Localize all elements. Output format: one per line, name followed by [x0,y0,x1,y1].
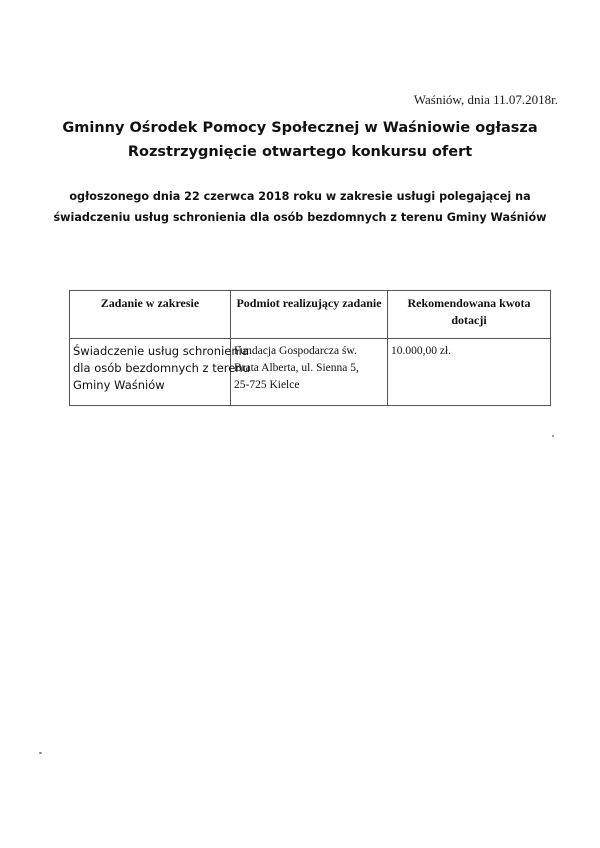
header-amount-line-2: dotacji [451,313,487,327]
title-line-1: Gminny Ośrodek Pomocy Społecznej w Waśniowie ogłasza [62,120,538,136]
cell-task [70,339,250,406]
cell-entity-line-2: Brata Alberta, ul. Sienna 5, [234,362,359,374]
cell-amount: 10.000,00 zł. [388,339,551,406]
cell-task-line-2: dla osób bezdomnych z terenu [73,361,250,375]
scan-speck [39,752,42,754]
cell-task-line-3: Gminy Waśniów [73,378,165,392]
header-amount-line-1: Rekomendowana kwota [407,296,531,310]
cell-entity-line-3: 25-725 Kielce [234,379,300,391]
results-table [69,290,551,406]
document-subtitle [0,186,600,228]
table-row [70,339,551,406]
header-entity: Podmiot realizujący zadanie [231,291,388,339]
cell-entity-line-1: Fundacja Gospodarcza św. [234,345,357,357]
subtitle-line-2: świadczeniu usług schronienia dla osób bezdomnych z terenu Gminy Waśniów [53,211,547,224]
document-title [0,116,600,164]
cell-task-line-1: Świadczenie usług schronienia [73,344,249,358]
header-task: Zadanie w zakresie [70,291,231,339]
title-line-2: Rozstrzygnięcie otwartego konkursu ofert [127,144,473,160]
subtitle-line-1: ogłoszonego dnia 22 czerwca 2018 roku w zakresie usługi polegającej na [69,190,531,203]
date-line: Waśniów, dnia 11.07.2018r. [413,92,558,107]
table-header-row [70,291,551,339]
cell-entity [231,339,388,406]
header-amount [388,291,551,339]
scan-speck [552,435,554,437]
